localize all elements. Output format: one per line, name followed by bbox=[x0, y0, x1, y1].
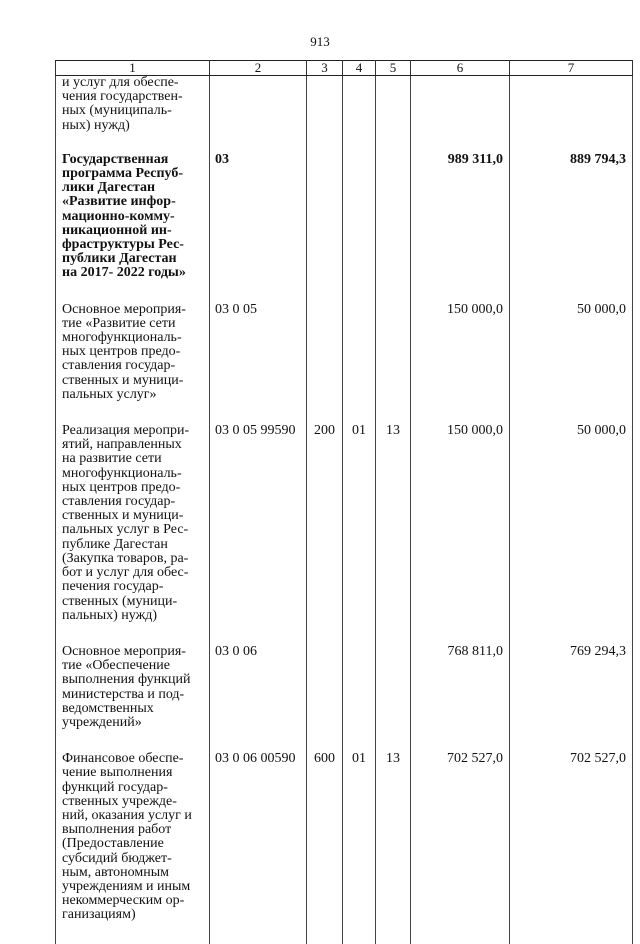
column-header: 7 bbox=[510, 61, 633, 76]
row-col5 bbox=[376, 645, 411, 752]
row-value-col6: 702 527,0 bbox=[411, 752, 510, 943]
row-code: 03 0 06 00590 bbox=[210, 752, 307, 943]
row-col4 bbox=[343, 153, 376, 303]
row-col5 bbox=[376, 76, 411, 153]
table-row bbox=[56, 752, 633, 943]
row-name: Основное мероприя- тие «Развитие сети многофункциональ- ных центров предо- ставления государ- ственных и муници- пальных услуг» bbox=[56, 303, 210, 424]
column-header: 1 bbox=[56, 61, 210, 76]
row-col5: 13 bbox=[376, 424, 411, 645]
row-col3 bbox=[307, 153, 343, 303]
row-value-col6: 768 811,0 bbox=[411, 645, 510, 752]
column-header: 6 bbox=[411, 61, 510, 76]
row-value-col6: 150 000,0 bbox=[411, 424, 510, 645]
row-value-col6 bbox=[411, 76, 510, 153]
row-col5: 13 bbox=[376, 752, 411, 943]
column-header: 2 bbox=[210, 61, 307, 76]
row-name: Основное мероприя- тие «Обеспечение выполнения функций министерства и под- ведомственных учреждений» bbox=[56, 645, 210, 752]
row-col3: 200 bbox=[307, 424, 343, 645]
column-header: 3 bbox=[307, 61, 343, 76]
row-col4: 01 bbox=[343, 752, 376, 943]
row-col4 bbox=[343, 76, 376, 153]
row-value-col7: 50 000,0 bbox=[510, 303, 633, 424]
row-value-col6: 989 311,0 bbox=[411, 153, 510, 303]
row-value-col7: 889 794,3 bbox=[510, 153, 633, 303]
row-code: 03 bbox=[210, 153, 307, 303]
row-col4: 01 bbox=[343, 424, 376, 645]
row-code: 03 0 05 bbox=[210, 303, 307, 424]
column-header: 5 bbox=[376, 61, 411, 76]
row-col3 bbox=[307, 76, 343, 153]
row-value-col7: 702 527,0 bbox=[510, 752, 633, 943]
row-value-col7 bbox=[510, 76, 633, 153]
column-header: 4 bbox=[343, 61, 376, 76]
row-name: Финансовое обеспе- чение выполнения функций государ- ственных учрежде- ний, оказания услуг и выполнения работ (Предоставление субсидий бюджет- ным, автономным учреждениям и иным некоммерческим ор- ганизациям) bbox=[56, 752, 210, 943]
budget-table bbox=[55, 60, 633, 944]
row-name: Государственная программа Респуб- лики Дагестан «Развитие инфор- мационно-комму- никационной ин- фраструктуры Рес- публики Дагестан на 2017- 2022 годы» bbox=[56, 153, 210, 303]
row-col4 bbox=[343, 303, 376, 424]
row-name: Реализация меропри- ятий, направленных на развитие сети многофункциональ- ных центров предо- ставления государ- ственных и муници- пальных услуг в Рес- публике Дагестан (Закупка товаров, ра- бот и услуг для обес- печения государ- ственных (муници- пальных) нужд) bbox=[56, 424, 210, 645]
row-value-col7: 50 000,0 bbox=[510, 424, 633, 645]
page-number: 913 bbox=[310, 34, 330, 49]
table-header-row bbox=[56, 61, 633, 76]
row-name: и услуг для обеспе- чения государствен- ных (муниципаль- ных) нужд) bbox=[56, 76, 210, 153]
row-col3: 600 bbox=[307, 752, 343, 943]
row-code: 03 0 06 bbox=[210, 645, 307, 752]
row-col4 bbox=[343, 645, 376, 752]
row-value-col7: 769 294,3 bbox=[510, 645, 633, 752]
row-col3 bbox=[307, 303, 343, 424]
row-value-col6: 150 000,0 bbox=[411, 303, 510, 424]
row-col5 bbox=[376, 303, 411, 424]
row-code: 03 0 05 99590 bbox=[210, 424, 307, 645]
table-row bbox=[56, 76, 633, 153]
row-col5 bbox=[376, 153, 411, 303]
table-row bbox=[56, 645, 633, 752]
table-row bbox=[56, 153, 633, 303]
table-row bbox=[56, 303, 633, 424]
row-col3 bbox=[307, 645, 343, 752]
table-row bbox=[56, 424, 633, 645]
row-code bbox=[210, 76, 307, 153]
